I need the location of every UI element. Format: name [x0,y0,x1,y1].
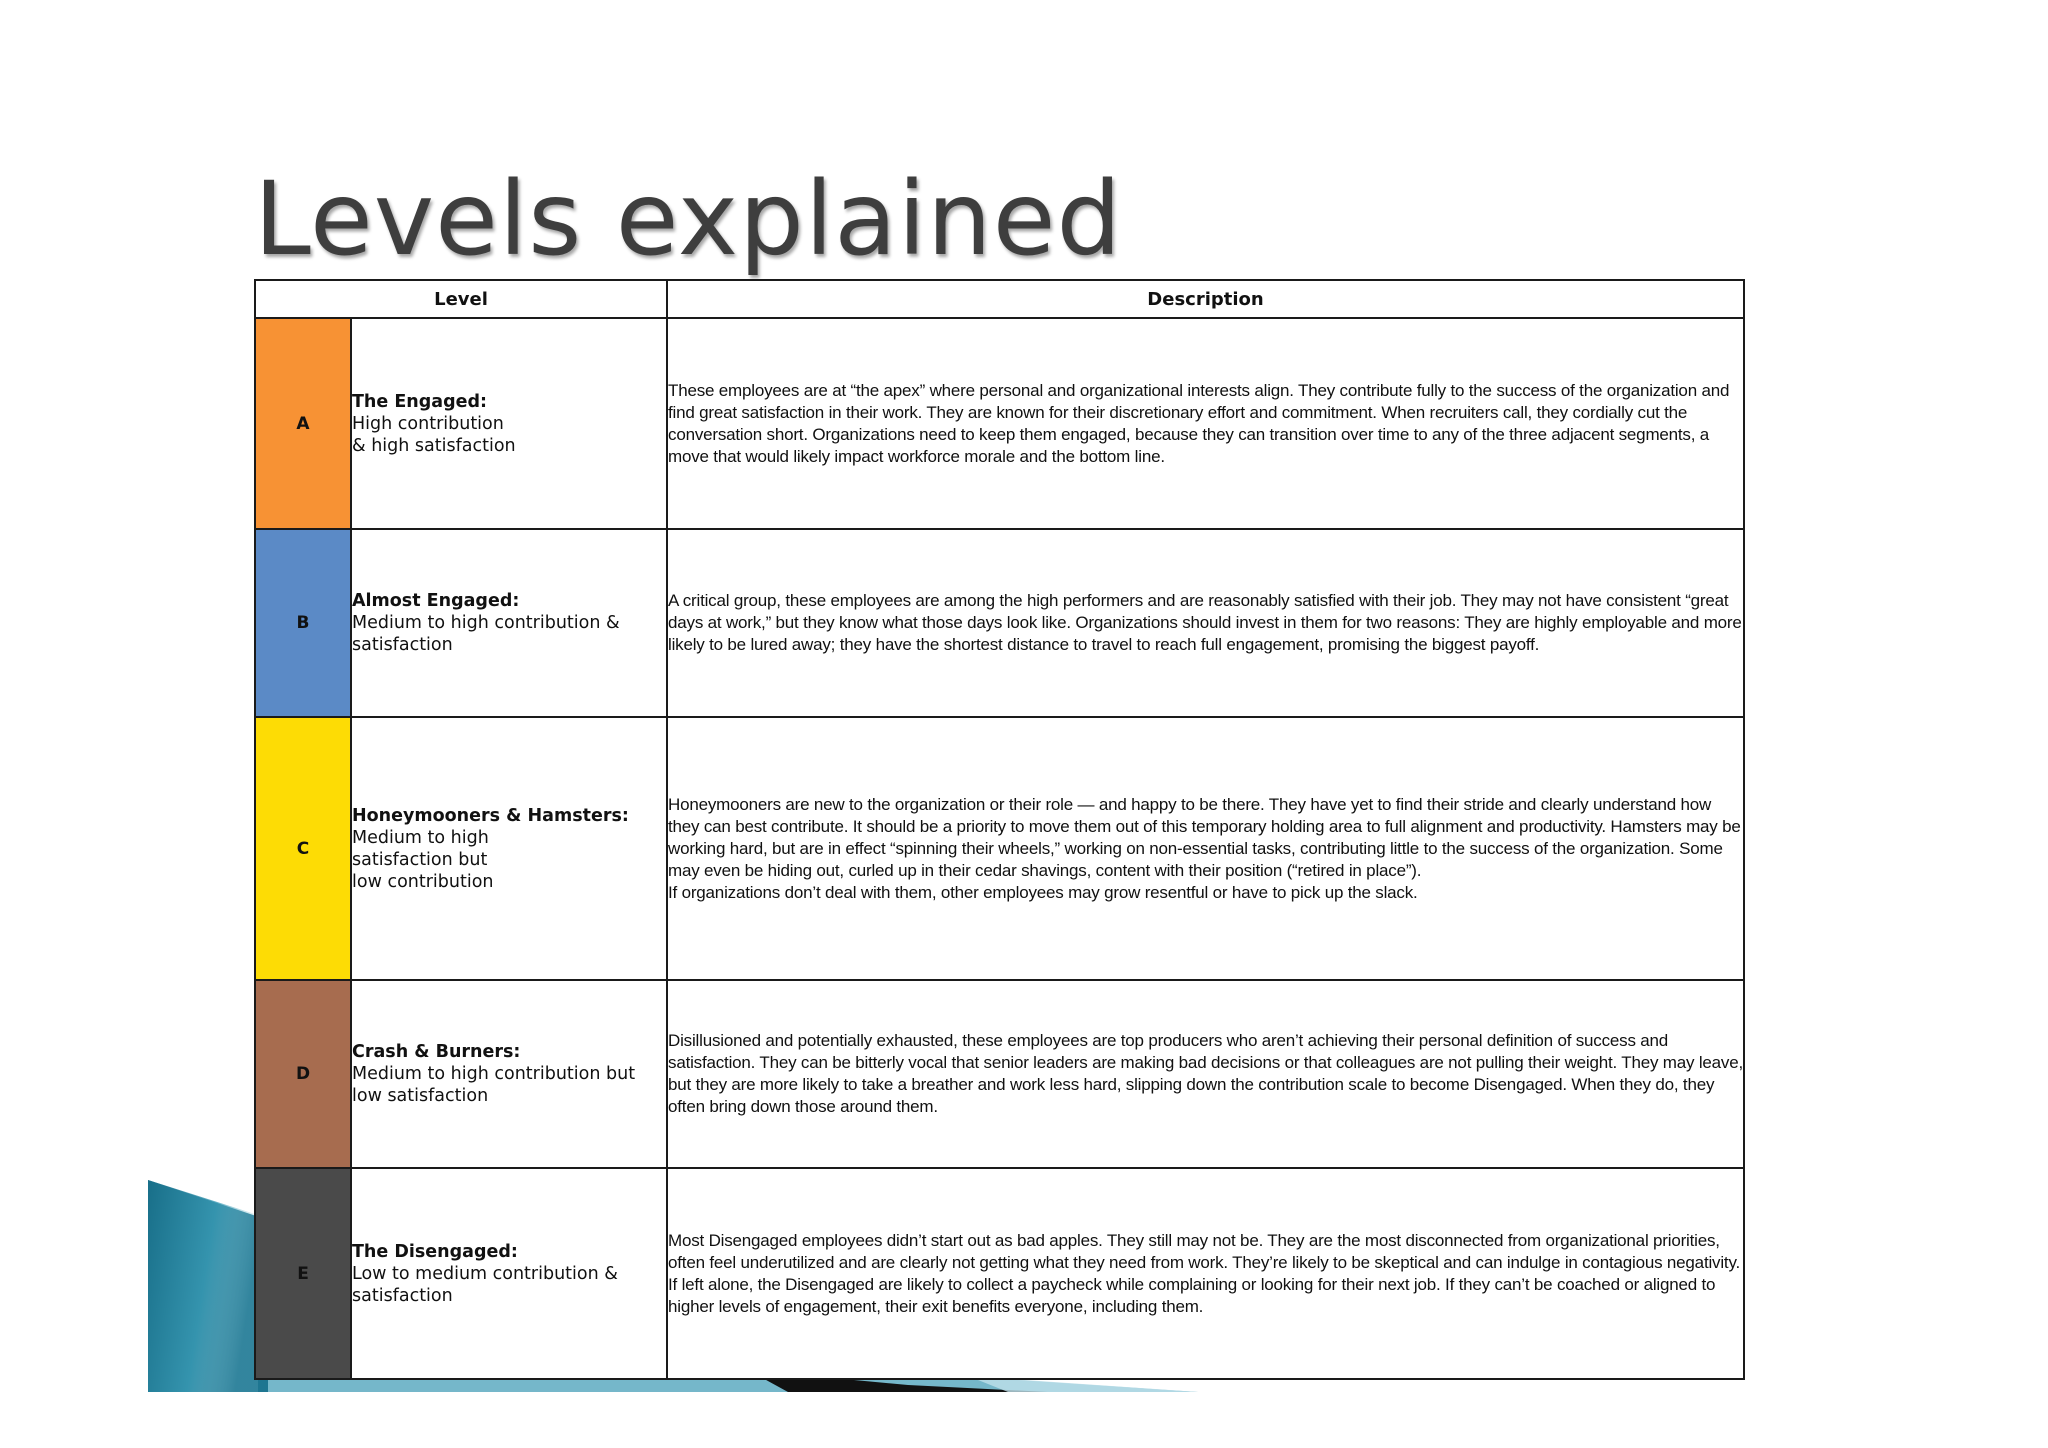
level-description: Honeymooners are new to the organization or their role — and happy to be there. They have yet to find their stride and clearly understand how they can best contribute. It should be a priority to move them out of this temporary holding area to full alignment and productivity. Hamsters may be working hard, but are in effect “spinning their wheels,” working on non-essential tasks, contributing little to the success of the organization. Some may even be hiding out, curled up in their cedar shavings, content with their position (“retired in place”). If organizations don’t deal with them, other employees may grow resentful or have to pick up the slack. [667,717,1744,980]
description-column-header: Description [667,280,1744,318]
level-name: The Disengaged: [352,1241,518,1262]
level-description: Disillusioned and potentially exhausted, these employees are top producers who aren’t achieving their personal definition of success and satisfaction. They can be bitterly vocal that senior leaders are making bad decisions or that colleagues are not pulling their weight. They may leave, but they are more likely to take a breather and work less hard, slipping down the contribution scale to become Disengaged. When they do, they often bring down those around them. [667,980,1744,1168]
table-row [255,529,1744,717]
level-code: A [296,413,310,434]
level-subtitle: High contribution & high satisfaction [352,413,516,456]
level-name-cell [351,980,667,1168]
level-code: B [296,613,310,633]
level-name: Honeymooners & Hamsters: [352,805,629,826]
level-name: Almost Engaged: [352,591,520,611]
level-subtitle: Low to medium contribution & satisfaction [352,1263,618,1306]
level-description: These employees are at “the apex” where personal and organizational interests align. They contribute fully to the success of the organization and find great satisfaction in their work. They are known for their discretionary effort and commitment. When recruiters call, they cordially cut the conversation short. Organizations need to keep them engaged, because they can transition over time to any of the three adjacent segments, a move that would likely impact workforce morale and the bottom line. [667,318,1744,529]
level-code-cell [255,529,351,717]
level-name-cell [351,717,667,980]
level-code: E [297,1263,309,1284]
level-subtitle: Medium to high satisfaction but low contribution [352,827,494,892]
level-code-cell [255,980,351,1168]
levels-table [254,279,1745,1380]
table-row [255,717,1744,980]
level-name: The Engaged: [352,391,488,412]
slide-title: Levels explained [254,160,1123,279]
table-row [255,1168,1744,1379]
level-name-cell [351,1168,667,1379]
level-code: D [295,1064,311,1084]
level-code: C [296,838,310,859]
level-code-cell [255,318,351,529]
header-row [255,280,1744,318]
table-row [255,980,1744,1168]
level-code-cell [255,1168,351,1379]
level-description: A critical group, these employees are among the high performers and are reasonably satisfied with their job. They may not have consistent “great days at work,” but they know what those days look like. Organizations should invest in them for two reasons: They are highly employable and more likely to be lured away; they have the shortest distance to travel to reach full engagement, promising the biggest payoff. [667,529,1744,717]
level-subtitle: Medium to high contribution but low satisfaction [352,1064,636,1106]
table-row [255,318,1744,529]
level-subtitle: Medium to high contribution & satisfaction [352,613,620,655]
level-name-cell [351,529,667,717]
level-column-header: Level [255,280,667,318]
level-code-cell [255,717,351,980]
level-name: Crash & Burners: [352,1042,521,1062]
level-description: Most Disengaged employees didn’t start out as bad apples. They still may not be. They are the most disconnected from organizational priorities, often feel underutilized and are clearly not getting what they need from work. They’re likely to be skeptical and can indulge in contagious negativity. If left alone, the Disengaged are likely to collect a paycheck while complaining or looking for their next job. If they can’t be coached or aligned to higher levels of engagement, their exit benefits everyone, including them. [667,1168,1744,1379]
level-name-cell [351,318,667,529]
